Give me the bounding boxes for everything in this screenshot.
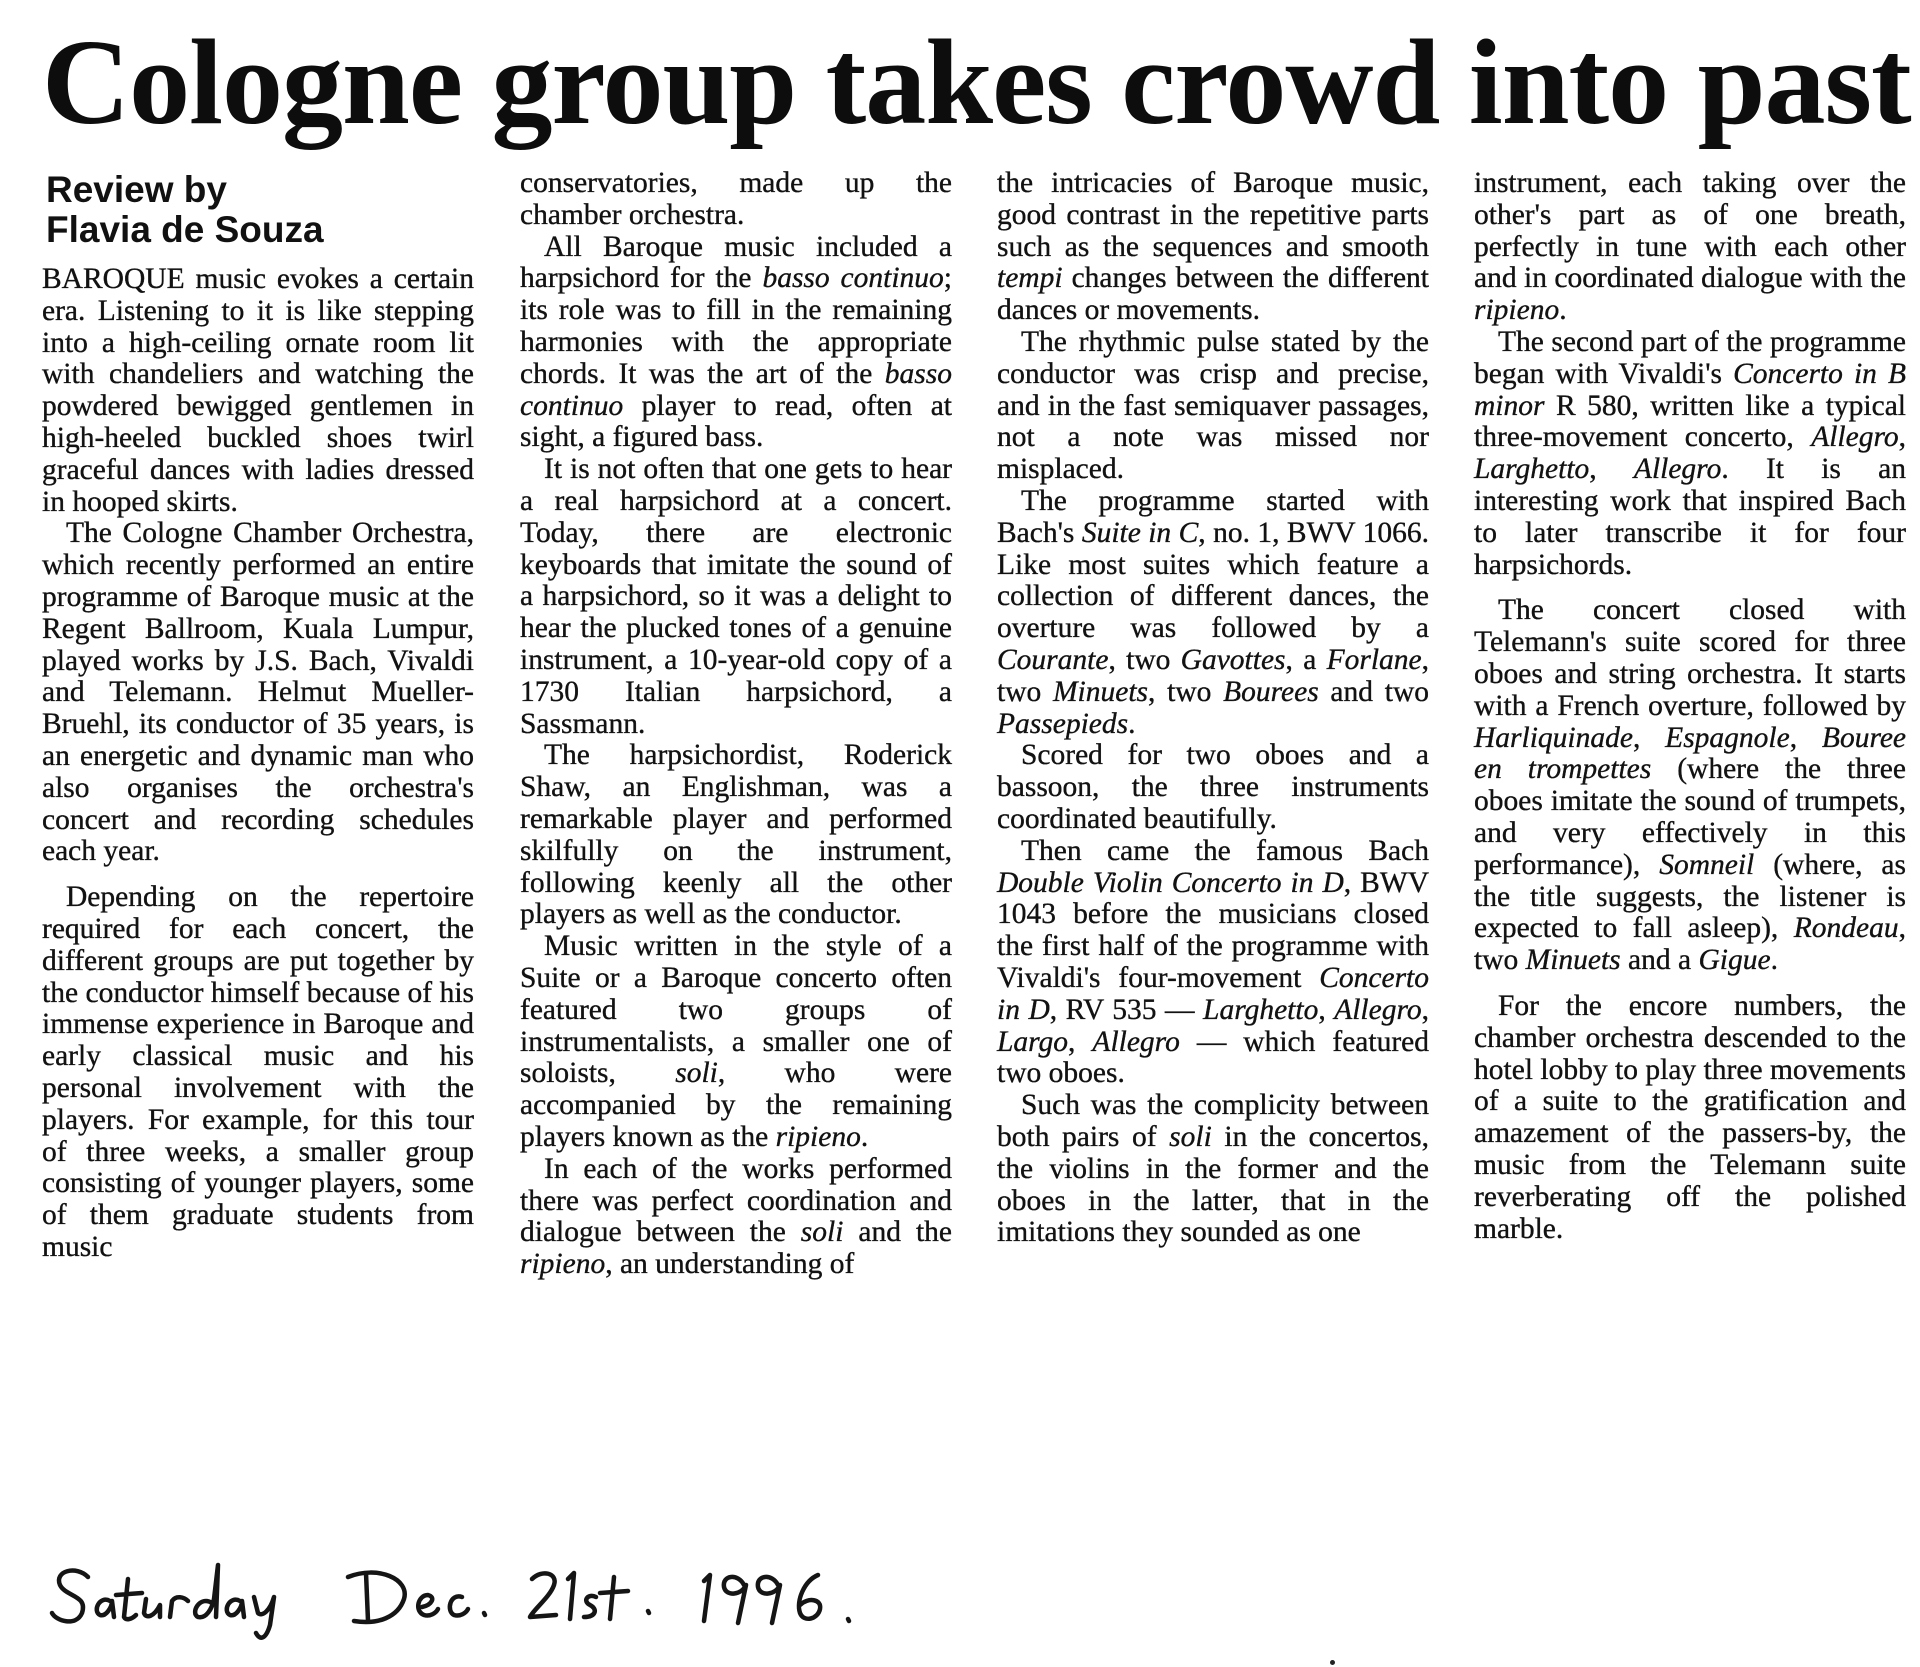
paragraph: Music written in the style of a Suite or a Baroque concerto often featured two groups of instrumentalists, a smaller one of soloists, soli, who were accompanied by the remaining players known as the ripieno. [520,930,952,1153]
print-speck [1330,1660,1335,1665]
paragraph: Such was the complicity between both pairs of soli in the concertos, the violins in the former and the oboes in the latter, that in the imitations they sounded as one [997,1089,1429,1249]
handwritten-date-note [48,1555,1008,1645]
paragraph: Then came the famous Bach Double Violin Concerto in D, BWV 1043 before the musicians closed the first half of the programme with Vivaldi's four-movement Concerto in D, RV 535 — Larghetto, Allegro, Largo, Allegro — which featured two oboes. [997,834,1430,1090]
paragraph: For the encore numbers, the chamber orchestra descended to the hotel lobby to play three movements of a suite to the gratification and amazement of the passers-by, the music from the Telemann suite reverberating off the polished marble. [1474,989,1906,1245]
paragraph: The rhythmic pulse stated by the conductor was crisp and precise, and in the fast semiquaver passages, not a note was missed nor misplaced. [997,325,1429,486]
paragraph: It is not often that one gets to hear a real harpsichord at a concert. Today, there are electronic keyboards that imitate the sound of a harpsichord, so it was a delight to hear the plucked tones of a genuine instrument, a 10-year-old copy of a 1730 Italian harpsichord, a Sassmann. [520,453,952,740]
paragraph: instrument, each taking over the other's part as of one breath, perfectly in tune with each other and in coordinated dialogue with the ripieno. [1474,167,1906,327]
paragraph: BAROQUE music evokes a certain era. Listening to it is like stepping into a high-ceiling ornate room lit with chandeliers and watching the powdered bewigged gentlemen in high-heeled buckled shoes twirl graceful dances with ladies dressed in hooped skirts. [42,263,474,518]
byline-prefix: Review by [46,169,227,210]
column-3 [997,168,1429,1249]
paragraph: Scored for two oboes and a bassoon, the three instruments coordinated beautifully. [997,739,1429,835]
byline-author: Flavia de Souza [46,209,324,250]
column-4 [1474,168,1906,1245]
column-1 [42,168,474,1264]
paragraph: The concert closed with Telemann's suite scored for three oboes and string orchestra. It starts with a French overture, followed by Harliquinade, Espagnole, Bouree en trompettes (where the three oboes imitate the sound of trumpets, and very effectively in this performance), Somneil (where, as the title suggests, the listener is expected to fall asleep), Rondeau, two Minuets and a Gigue. [1474,594,1907,977]
paragraph: The programme started with Bach's Suite in C, no. 1, BWV 1066. Like most suites which feature a collection of different dances, the overture was followed by a Courante, two Gavottes, a Forlane, two Minuets, two Bourees and two Passepieds. [997,484,1430,740]
paragraph: the intricacies of Baroque music, good contrast in the repetitive parts such as the sequences and smooth tempi changes between the different dances or movements. [997,167,1429,327]
headline: Cologne group takes crowd into past [42,15,1911,150]
paragraph: In each of the works performed there was perfect coordination and dialogue between the soli and the ripieno, an understanding of [520,1152,952,1281]
byline [46,170,474,250]
paragraph: The second part of the programme began with Vivaldi's Concerto in B minor R 580, written like a typical three-movement concerto, Allegro, Larghetto, Allegro. It is an interesting work that inspired Bach to later transcribe it for four harpsichords. [1474,325,1907,581]
paragraph: Depending on the repertoire required for each concert, the different groups are put together by the conductor himself because of his immense experience in Baroque and early classical music and his personal involvement with the players. For example, for this tour of three weeks, a smaller group consisting of younger players, some of them graduate students from music [42,881,474,1263]
paragraph: conservatories, made up the chamber orchestra. [520,167,952,231]
paragraph: The harpsichordist, Roderick Shaw, an Englishman, was a remarkable player and performed skilfully on the instrument, following keenly all the other players as well as the conductor. [520,739,952,931]
paragraph: The Cologne Chamber Orchestra, which recently performed an entire programme of Baroque music at the Regent Ballroom, Kuala Lumpur, played works by J.S. Bach, Vivaldi and Telemann. Helmut Mueller-Bruehl, its conductor of 35 years, is an energetic and dynamic man who also organises the orchestra's concert and recording schedules each year. [42,517,474,868]
paragraph: All Baroque music included a harpsichord for the basso continuo; its role was to fill in the remaining harmonies with the appropriate chords. It was the art of the basso continuo player to read, often at sight, a figured bass. [520,230,952,454]
column-2 [520,168,952,1281]
